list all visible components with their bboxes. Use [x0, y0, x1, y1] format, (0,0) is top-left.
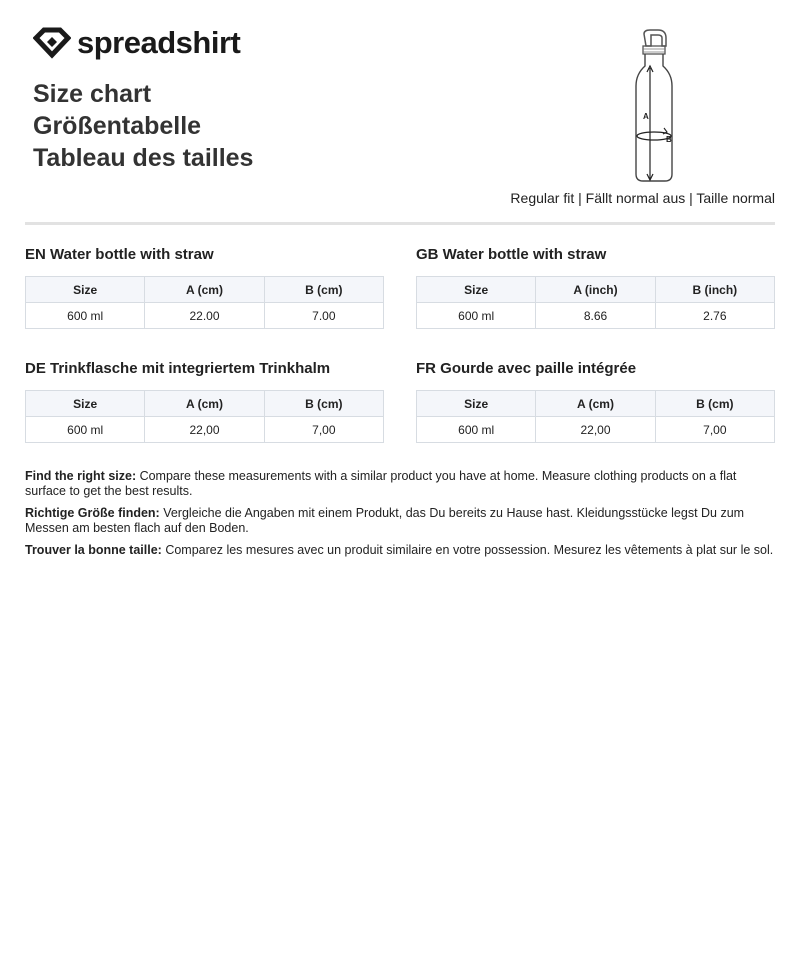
table-cell: 22,00: [536, 417, 655, 443]
table-cell: 600 ml: [26, 303, 145, 329]
spreadshirt-heart-icon: [33, 26, 71, 60]
section-title: FR Gourde avec paille intégrée: [416, 360, 637, 377]
column-header: Size: [417, 391, 536, 417]
note-de: [25, 506, 777, 536]
column-header: B (cm): [655, 391, 774, 417]
section-title: DE Trinkflasche mit integriertem Trinkhalm: [25, 360, 331, 377]
column-header: Size: [26, 391, 145, 417]
column-header: Size: [417, 277, 536, 303]
section-gb: [416, 246, 775, 329]
table-header-row: [417, 277, 775, 303]
table-cell: 600 ml: [417, 417, 536, 443]
note-label: Richtige Größe finden:: [25, 506, 160, 520]
table-header-row: [417, 391, 775, 417]
size-table-fr: [416, 390, 775, 443]
note-text: Compare these measurements with a similar product you have at home. Measure clothing products on a flat surface to get the best results.: [25, 469, 737, 498]
column-header: A (inch): [536, 277, 655, 303]
column-header: B (cm): [264, 391, 383, 417]
section-de: [25, 360, 384, 443]
table-cell: 8.66: [536, 303, 655, 329]
column-header: B (inch): [655, 277, 774, 303]
table-header-row: [26, 277, 384, 303]
size-table-en: [25, 276, 384, 329]
table-cell: 7.00: [264, 303, 383, 329]
table-row: [417, 303, 775, 329]
table-row: [26, 303, 384, 329]
note-fr: [25, 543, 777, 558]
section-en: [25, 246, 384, 329]
note-en: [25, 469, 777, 499]
diagram-label-a: A: [643, 112, 649, 121]
table-cell: 22.00: [145, 303, 264, 329]
diagram-label-b: B: [666, 135, 672, 144]
bottle-measurement-diagram: [626, 28, 686, 188]
note-text: Vergleiche die Angaben mit einem Produkt, das Du bereits zu Hause hast. Kleidungsstücke legst Du zum Messen am besten flach auf den Boden.: [25, 506, 745, 535]
table-row: [417, 417, 775, 443]
brand-name: spreadshirt: [77, 24, 241, 60]
section-title: GB Water bottle with straw: [416, 246, 607, 263]
section-fr: [416, 360, 775, 443]
page-titles: [33, 78, 253, 174]
column-header: B (cm): [264, 277, 383, 303]
size-table-de: [25, 390, 384, 443]
column-header: A (cm): [145, 277, 264, 303]
note-text: Comparez les mesures avec un produit similaire en votre possession. Mesurez les vêtements à plat sur le sol.: [161, 543, 774, 557]
table-cell: 600 ml: [26, 417, 145, 443]
table-cell: 600 ml: [417, 303, 536, 329]
brand-logo: [33, 26, 240, 60]
note-label: Find the right size:: [25, 469, 137, 483]
table-cell: 7,00: [655, 417, 774, 443]
table-cell: 2.76: [655, 303, 774, 329]
title-de: Größentabelle: [33, 112, 202, 140]
header-divider: [25, 222, 775, 225]
table-cell: 7,00: [264, 417, 383, 443]
size-table-gb: [416, 276, 775, 329]
note-label: Trouver la bonne taille:: [25, 543, 162, 557]
section-title: EN Water bottle with straw: [25, 246, 214, 263]
fit-description: Regular fit | Fällt normal aus | Taille normal: [510, 190, 775, 206]
table-cell: 22,00: [145, 417, 264, 443]
title-fr: Tableau des tailles: [33, 144, 254, 172]
column-header: Size: [26, 277, 145, 303]
column-header: A (cm): [145, 391, 264, 417]
column-header: A (cm): [536, 391, 655, 417]
table-row: [26, 417, 384, 443]
table-header-row: [26, 391, 384, 417]
measurement-notes: [25, 469, 777, 565]
title-en: Size chart: [33, 80, 152, 108]
